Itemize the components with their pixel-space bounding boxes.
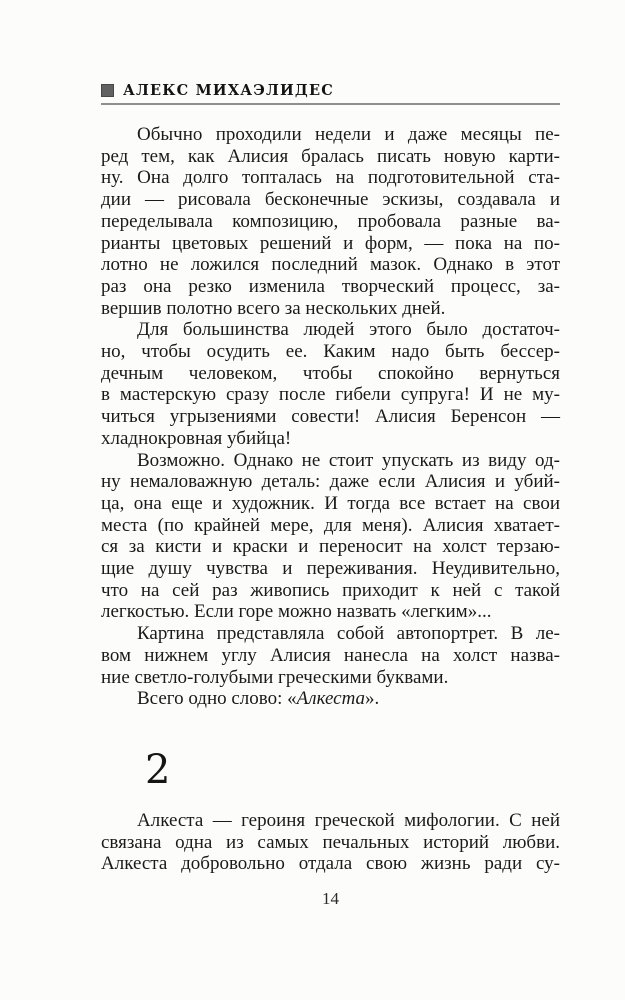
text-line: лотно не ложился последний мазок. Однако в этот <box>101 254 560 276</box>
text-line: что на сей раз живопись приходит к ней с такой <box>101 579 560 601</box>
text-line: ся за кисти и краски и переносит на холст терзаю- <box>101 536 560 558</box>
paragraph <box>101 810 560 875</box>
text-line: Алкеста — героиня греческой мифологии. С ней <box>137 809 560 831</box>
header-rule <box>101 103 560 105</box>
paragraph <box>101 623 560 688</box>
text-line: дии — рисовала бесконечные эскизы, создавала и <box>101 189 560 211</box>
text-line: Для большинства людей этого было достаточ- <box>137 319 560 341</box>
text-line: ну. Она долго топталась на подготовительной ста- <box>101 167 560 189</box>
text-line: вершив полотно всего за нескольких дней. <box>101 297 446 319</box>
paragraph <box>101 319 560 449</box>
text-line: в мастерскую сразу после гибели супруга! И не му- <box>101 384 560 406</box>
text-line: связана одна из самых печальных историй любви. <box>101 831 560 853</box>
text-line: Обычно проходили недели и даже месяцы пе- <box>137 124 560 145</box>
text-line: хладнокровная убийца! <box>101 427 292 449</box>
text-line: ние светло-голубыми греческими буквами. <box>101 666 449 688</box>
alkesta-suffix: ». <box>365 688 380 710</box>
text-line: вом нижнем углу Алисия нанесла на холст назва- <box>101 644 560 666</box>
page-number: 14 <box>322 889 339 908</box>
paragraph-alkesta <box>101 688 560 710</box>
author-name: АЛЕКС МИХАЭЛИДЕС <box>123 81 335 99</box>
text-line: рианты цветовых решений и форм, — пока на по- <box>101 232 560 254</box>
square-bullet-icon <box>101 84 114 97</box>
page-content <box>101 82 560 875</box>
text-line: Алкеста добровольно отдала свою жизнь ради су- <box>101 853 560 875</box>
alkesta-word-italic: Алкеста <box>296 688 366 710</box>
text-line: но, чтобы осудить ее. Каким надо быть бессер- <box>101 341 560 363</box>
text-line: раз она резко изменила творческий процесс, за- <box>101 275 560 297</box>
text-line: Картина представляла собой автопортрет. В ле- <box>137 623 560 645</box>
text-line: щие душу чувства и переживания. Неудивительно, <box>101 558 560 580</box>
alkesta-prefix: Всего одно слово: « <box>137 688 297 710</box>
text-line: ну немаловажную деталь: даже если Алисия и убий- <box>101 471 560 493</box>
text-line: легкостью. Если горе можно назвать «легким»... <box>101 601 492 623</box>
text-line: Возможно. Однако не стоит упускать из виду од- <box>137 449 560 471</box>
body-text <box>101 124 560 875</box>
text-line: места (по крайней мере, для меня). Алисия хватает- <box>101 514 560 536</box>
chapter-body <box>101 810 560 875</box>
text-line: переделывала композицию, пробовала разные ва- <box>101 210 560 232</box>
chapter-number: 2 <box>145 746 171 793</box>
paragraph <box>101 124 560 319</box>
text-line: дечным человеком, чтобы спокойно вернуться <box>101 362 560 384</box>
paragraph <box>101 450 560 624</box>
text-line: ца, она еще и художник. И тогда все встает на свои <box>101 492 560 514</box>
text-line: ред тем, как Алисия бралась писать новую карти- <box>101 145 560 167</box>
running-header <box>101 82 560 98</box>
text-line: читься угрызениями совести! Алисия Беренсон — <box>101 406 560 428</box>
